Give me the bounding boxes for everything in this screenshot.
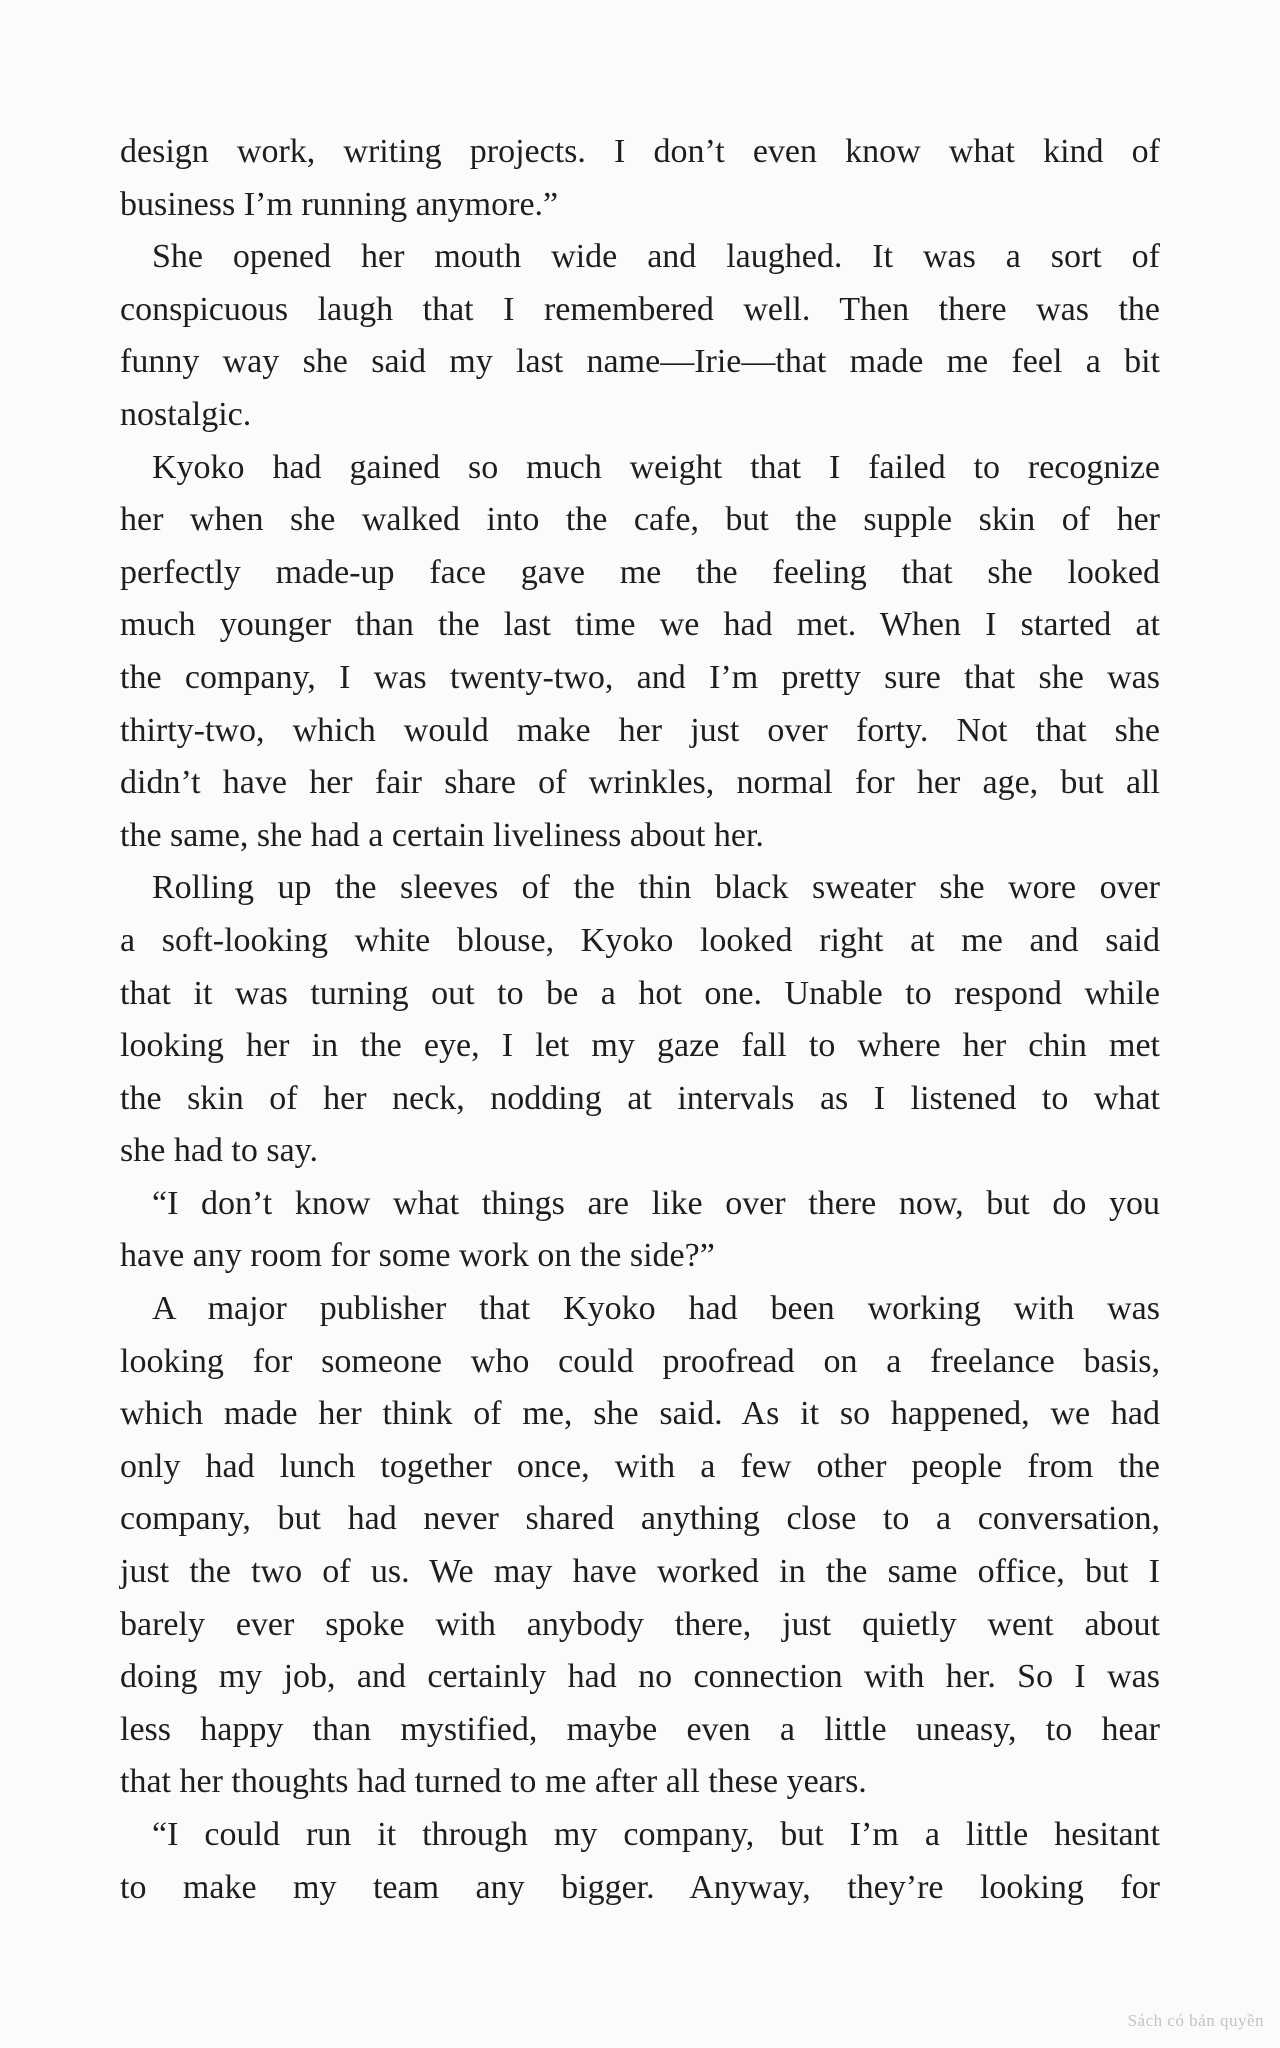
text-line: just the two of us. We may have worked in the same office, but I: [120, 1553, 1160, 1591]
text-line: looking her in the eye, I let my gaze fall to where her chin met: [120, 1027, 1160, 1065]
text-line: the skin of her neck, nodding at intervals as I listened to what: [120, 1079, 1160, 1117]
text-line: a soft-looking white blouse, Kyoko looked right at me and said: [120, 921, 1160, 959]
text-line: her when she walked into the cafe, but the supple skin of her: [120, 501, 1160, 539]
copyright-watermark: Sách có bản quyền: [1127, 2011, 1264, 2030]
text-line: “I don’t know what things are like over there now, but do you: [152, 1184, 1160, 1222]
paragraph: [120, 862, 1160, 1178]
text-line: She opened her mouth wide and laughed. It was a sort of: [152, 238, 1160, 276]
text-line: have any room for some work on the side?”: [120, 1237, 715, 1275]
paragraph: [120, 231, 1160, 441]
text-line: A major publisher that Kyoko had been working with was: [152, 1290, 1160, 1328]
text-line: much younger than the last time we had met. When I started at: [120, 606, 1160, 644]
text-line: less happy than mystified, maybe even a little uneasy, to hear: [120, 1710, 1160, 1748]
text-line: nostalgic.: [120, 395, 252, 433]
text-line: business I’m running anymore.”: [120, 185, 559, 223]
text-line: only had lunch together once, with a few other people from the: [120, 1447, 1160, 1485]
paragraph: [120, 126, 1160, 231]
text-line: to make my team any bigger. Anyway, they’re looking for: [120, 1868, 1160, 1906]
text-line: looking for someone who could proofread on a freelance basis,: [120, 1342, 1160, 1380]
text-line: didn’t have her fair share of wrinkles, normal for her age, but all: [120, 764, 1160, 802]
text-line: which made her think of me, she said. As it so happened, we had: [120, 1395, 1160, 1433]
paragraph: [120, 1178, 1160, 1283]
text-line: that it was turning out to be a hot one. Unable to respond while: [120, 974, 1160, 1012]
text-line: conspicuous laugh that I remembered well. Then there was the: [120, 290, 1160, 328]
text-line: she had to say.: [120, 1132, 318, 1170]
paragraph: [120, 442, 1160, 863]
text-line: design work, writing projects. I don’t even know what kind of: [120, 133, 1160, 170]
text-line: that her thoughts had turned to me after all these years.: [120, 1763, 867, 1801]
paragraph: [120, 1809, 1160, 1914]
text-line: doing my job, and certainly had no connection with her. So I was: [120, 1658, 1160, 1696]
text-line: the company, I was twenty-two, and I’m pretty sure that she was: [120, 658, 1160, 696]
text-line: thirty-two, which would make her just over forty. Not that she: [120, 711, 1160, 749]
paragraph: [120, 1283, 1160, 1809]
text-line: barely ever spoke with anybody there, just quietly went about: [120, 1605, 1160, 1643]
text-line: perfectly made-up face gave me the feeling that she looked: [120, 553, 1160, 591]
text-line: funny way she said my last name—Irie—that made me feel a bit: [120, 343, 1160, 381]
text-line: “I could run it through my company, but I’m a little hesitant: [152, 1816, 1160, 1853]
text-line: Kyoko had gained so much weight that I failed to recognize: [152, 448, 1160, 486]
text-line: company, but had never shared anything close to a conversation,: [120, 1500, 1160, 1538]
text-block: [120, 126, 1160, 1914]
text-line: the same, she had a certain liveliness about her.: [120, 816, 764, 854]
text-line: Rolling up the sleeves of the thin black sweater she wore over: [152, 869, 1160, 907]
